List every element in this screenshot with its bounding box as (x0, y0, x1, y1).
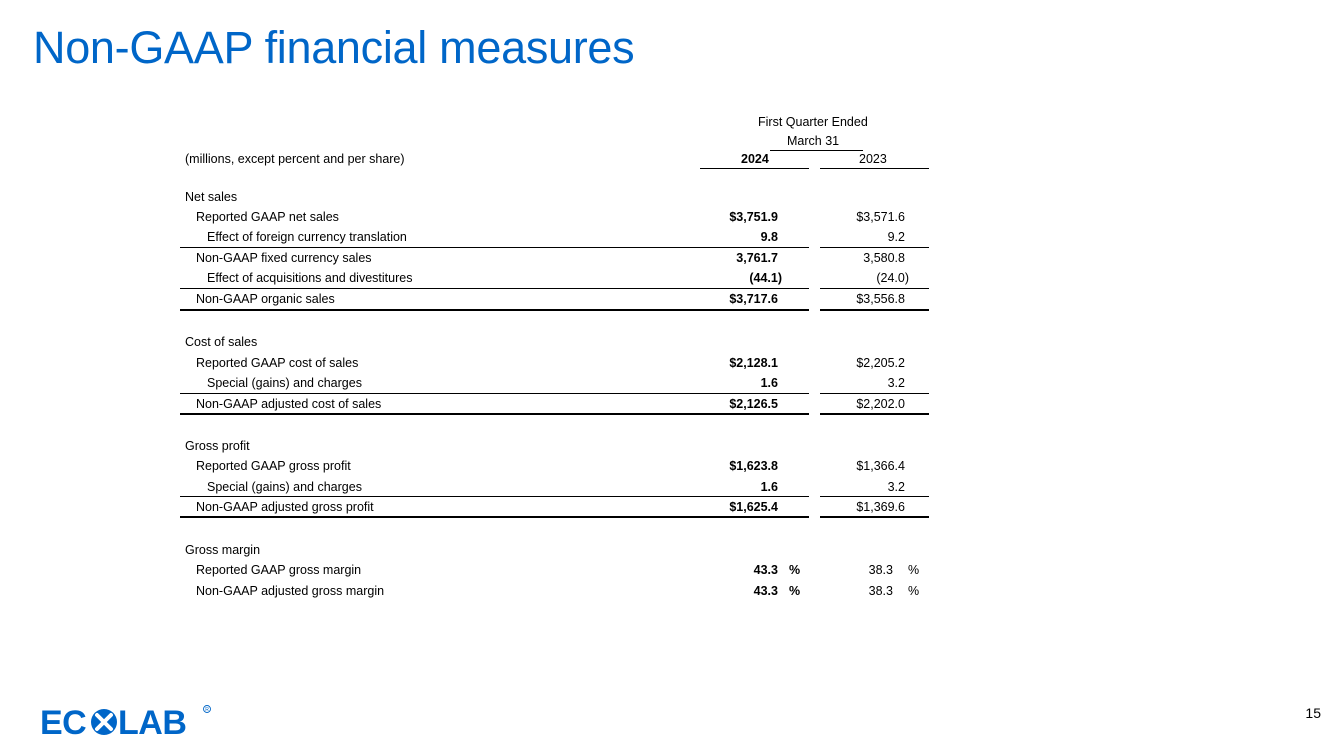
table-row (0, 584, 1333, 604)
value-2024: $3,717.6 (729, 292, 778, 306)
value-2024: $1,625.4 (729, 500, 778, 514)
subtotal-rule (820, 496, 929, 497)
value-2023: $2,202.0 (856, 397, 905, 411)
row-label: Reported GAAP cost of sales (196, 356, 359, 370)
row-label: Reported GAAP gross profit (196, 459, 351, 473)
period-header-line2: March 31 (787, 134, 840, 148)
svg-text:EC: EC (40, 704, 87, 739)
value-2023: $1,366.4 (856, 459, 905, 473)
table-row (0, 210, 1333, 230)
percent-value: 38.3 (868, 563, 893, 577)
subtotal-rule (180, 247, 809, 248)
header-rule-2023 (820, 168, 929, 169)
page-number: 15 (1305, 705, 1321, 721)
value-2024: $1,623.8 (729, 459, 778, 473)
percent-value: 43.3 (753, 584, 778, 598)
value-2023 (869, 563, 893, 577)
row-label: Gross margin (185, 543, 261, 557)
table-row (0, 563, 1333, 583)
percent-value: 43.3 (753, 563, 778, 577)
header-rule-2024 (700, 168, 809, 169)
value-2024: $2,126.5 (729, 397, 778, 411)
table-row (0, 356, 1333, 376)
value-2023: $3,571.6 (856, 210, 905, 224)
table-row (0, 335, 1333, 355)
percent-sign: % (789, 584, 801, 598)
value-2024: (44.1) (749, 271, 782, 285)
row-label: Effect of acquisitions and divestitures (207, 271, 413, 285)
value-2024: 1.6 (760, 480, 778, 494)
value-2024: $3,751.9 (729, 210, 778, 224)
value-2023: $3,556.8 (856, 292, 905, 306)
row-label: Special (gains) and charges (207, 376, 362, 390)
row-label: Net sales (185, 190, 238, 204)
total-rule (180, 413, 809, 415)
row-label: Reported GAAP net sales (196, 210, 339, 224)
total-rule (180, 516, 809, 518)
table-row (0, 543, 1333, 563)
value-2024 (754, 584, 778, 598)
row-label: Special (gains) and charges (207, 480, 362, 494)
row-label: Cost of sales (185, 335, 258, 349)
row-label: Effect of foreign currency translation (207, 230, 407, 244)
value-2023: 9.2 (887, 230, 905, 244)
row-label: Non-GAAP adjusted gross margin (196, 584, 385, 598)
period-header-rule (770, 150, 863, 151)
column-header-2023: 2023 (859, 152, 887, 166)
value-2023: 3,580.8 (863, 251, 905, 265)
column-header-2024: 2024 (741, 152, 769, 166)
value-2023: $1,369.6 (856, 500, 905, 514)
value-2023: 3.2 (887, 480, 905, 494)
percent-value: 38.3 (868, 584, 893, 598)
subtotal-rule (820, 393, 929, 394)
row-label: Non-GAAP organic sales (196, 292, 335, 306)
total-rule (820, 309, 929, 311)
subtotal-rule (820, 247, 929, 248)
value-2023: (24.0) (876, 271, 909, 285)
value-2024: 3,761.7 (736, 251, 778, 265)
value-2023: $2,205.2 (856, 356, 905, 370)
row-label: Non-GAAP adjusted cost of sales (196, 397, 382, 411)
period-header-line1: First Quarter Ended (758, 115, 868, 129)
table-row (0, 459, 1333, 479)
ecolab-logo (40, 703, 215, 739)
subtotal-rule (820, 288, 929, 289)
total-rule (820, 413, 929, 415)
logo-x-circle-icon (91, 709, 117, 735)
table-row (0, 190, 1333, 210)
value-2024: $2,128.1 (729, 356, 778, 370)
row-label: Non-GAAP adjusted gross profit (196, 500, 374, 514)
value-2024: 9.8 (760, 230, 778, 244)
subtotal-rule (180, 288, 809, 289)
value-2023: 3.2 (887, 376, 905, 390)
svg-text:R: R (205, 707, 209, 713)
percent-sign: % (908, 584, 920, 598)
table-row (0, 251, 1333, 271)
page-title: Non-GAAP financial measures (33, 22, 635, 73)
svg-text:LAB: LAB (118, 704, 187, 739)
value-2023 (869, 584, 893, 598)
total-rule (820, 516, 929, 518)
subtotal-rule (180, 496, 809, 497)
units-note: (millions, except percent and per share) (185, 152, 405, 166)
table-row (0, 480, 1333, 500)
row-label: Reported GAAP gross margin (196, 563, 362, 577)
subtotal-rule (180, 393, 809, 394)
percent-sign: % (908, 563, 920, 577)
percent-sign: % (789, 563, 801, 577)
total-rule (180, 309, 809, 311)
row-label: Gross profit (185, 439, 250, 453)
table-row (0, 439, 1333, 459)
value-2024 (754, 563, 778, 577)
row-label: Non-GAAP fixed currency sales (196, 251, 372, 265)
value-2024: 1.6 (760, 376, 778, 390)
